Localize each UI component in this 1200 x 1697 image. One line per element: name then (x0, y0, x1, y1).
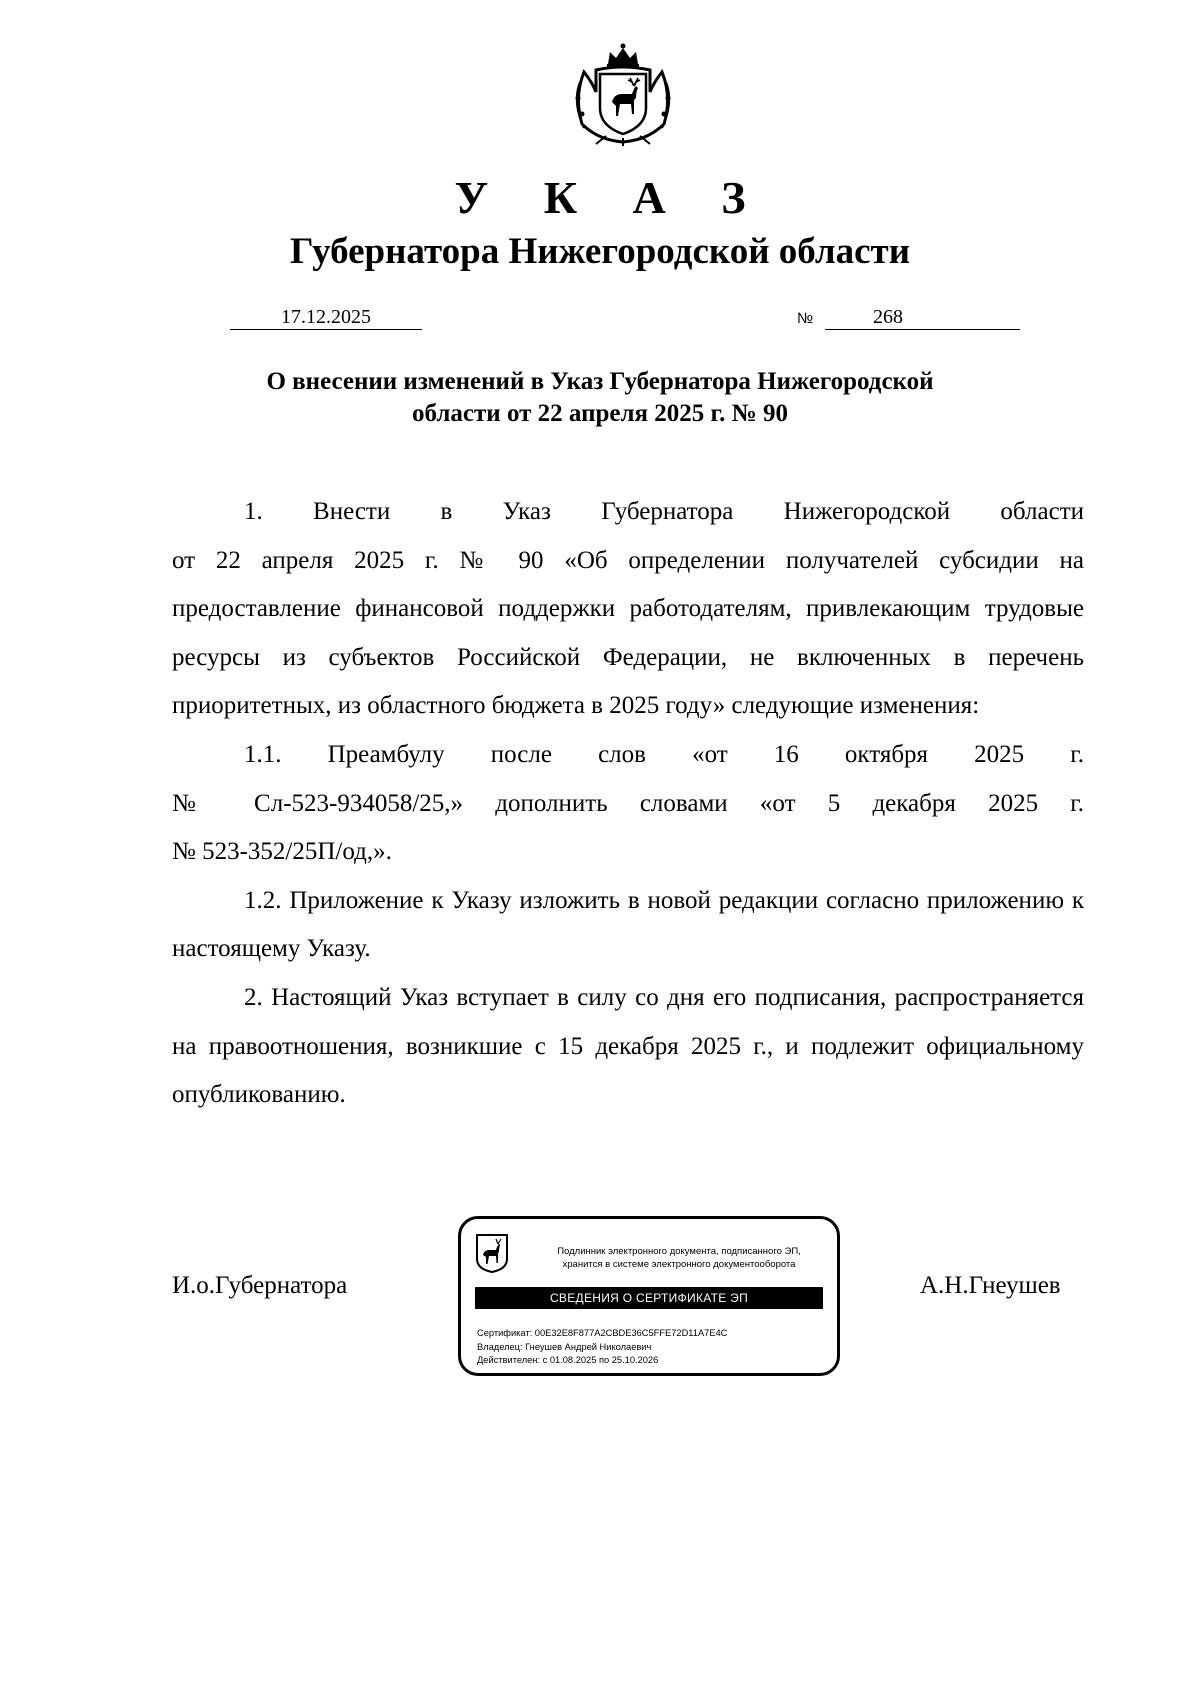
signatory-position: И.о.Губернатора (172, 1272, 348, 1299)
number-label: № (797, 310, 814, 327)
document-number-field (825, 305, 1020, 330)
signatory-name: А.Н.Гнеушев (920, 1272, 1061, 1299)
decree-body (172, 488, 1084, 1120)
deer-shield-icon (475, 1233, 509, 1273)
paragraph-1-1-line-1: 1.1. Преамбулу после слов «от 16 октября 2025 г. (244, 740, 1084, 768)
heading-line: области от 22 апреля 2025 г. № 90 (412, 400, 788, 427)
document-subtitle: Губернатора Нижегородской области (289, 231, 911, 272)
heading-line: О внесении изменений в Указ Губернатора Нижегородской (266, 368, 934, 395)
paragraph-2: 2. Настоящий Указ вступает в силу со дня его подписания, распространяется на правоотношения, возникшие с 15 декабря 2025 г., и подлежит официальному опубликованию. (172, 983, 1084, 1109)
certificate-info (477, 1327, 727, 1368)
stamp-note (529, 1245, 829, 1271)
electronic-signature-stamp (458, 1216, 840, 1376)
document-date: 17.12.2025 (230, 305, 422, 330)
certificate-validity: Действителен: с 01.08.2025 по 25.10.2026 (477, 1355, 659, 1366)
document-number: 268 (873, 306, 903, 328)
stamp-note-line: Подлинник электронного документа, подписанного ЭП, (557, 1246, 801, 1257)
paragraph-1-2: 1.2. Приложение к Указу изложить в новой редакции согласно приложению к настоящему Указу. (172, 886, 1084, 963)
paragraph-1-text: от 22 апреля 2025 г. № 90 «Об определении получателей субсидии на предоставление финансовой поддержки работодателям, привлекающим трудовые ресурсы из субъектов Российской Федерации, не включенных в перечень приоритетных, из областного бюджета в 2025 году» следующие изменения: (172, 546, 1084, 720)
coat-of-arms-icon (570, 42, 676, 146)
paragraph-1-first-line: 1. Внести в Указ Губернатора Нижегородской области (244, 498, 1084, 525)
stamp-note-line: хранится в системе электронного документооборота (562, 1259, 796, 1270)
paragraph-1-1-line-3: № 523-352/25П/од,». (172, 838, 392, 866)
certificate-number: Сертификат: 00E32E8F877A2CBDE36C5FFE72D11A7E4C (477, 1328, 728, 1338)
decree-heading (150, 366, 1050, 430)
certificate-banner: СВЕДЕНИЯ О СЕРТИФИКАТЕ ЭП (475, 1287, 823, 1309)
document-title: У К А З (454, 172, 768, 223)
certificate-owner: Владелец: Гнеушев Андрей Николаевич (477, 1341, 652, 1352)
paragraph-1-1-line-2: № Сл-523-934058/25,» дополнить словами «от 5 декабря 2025 г. (172, 789, 1084, 817)
